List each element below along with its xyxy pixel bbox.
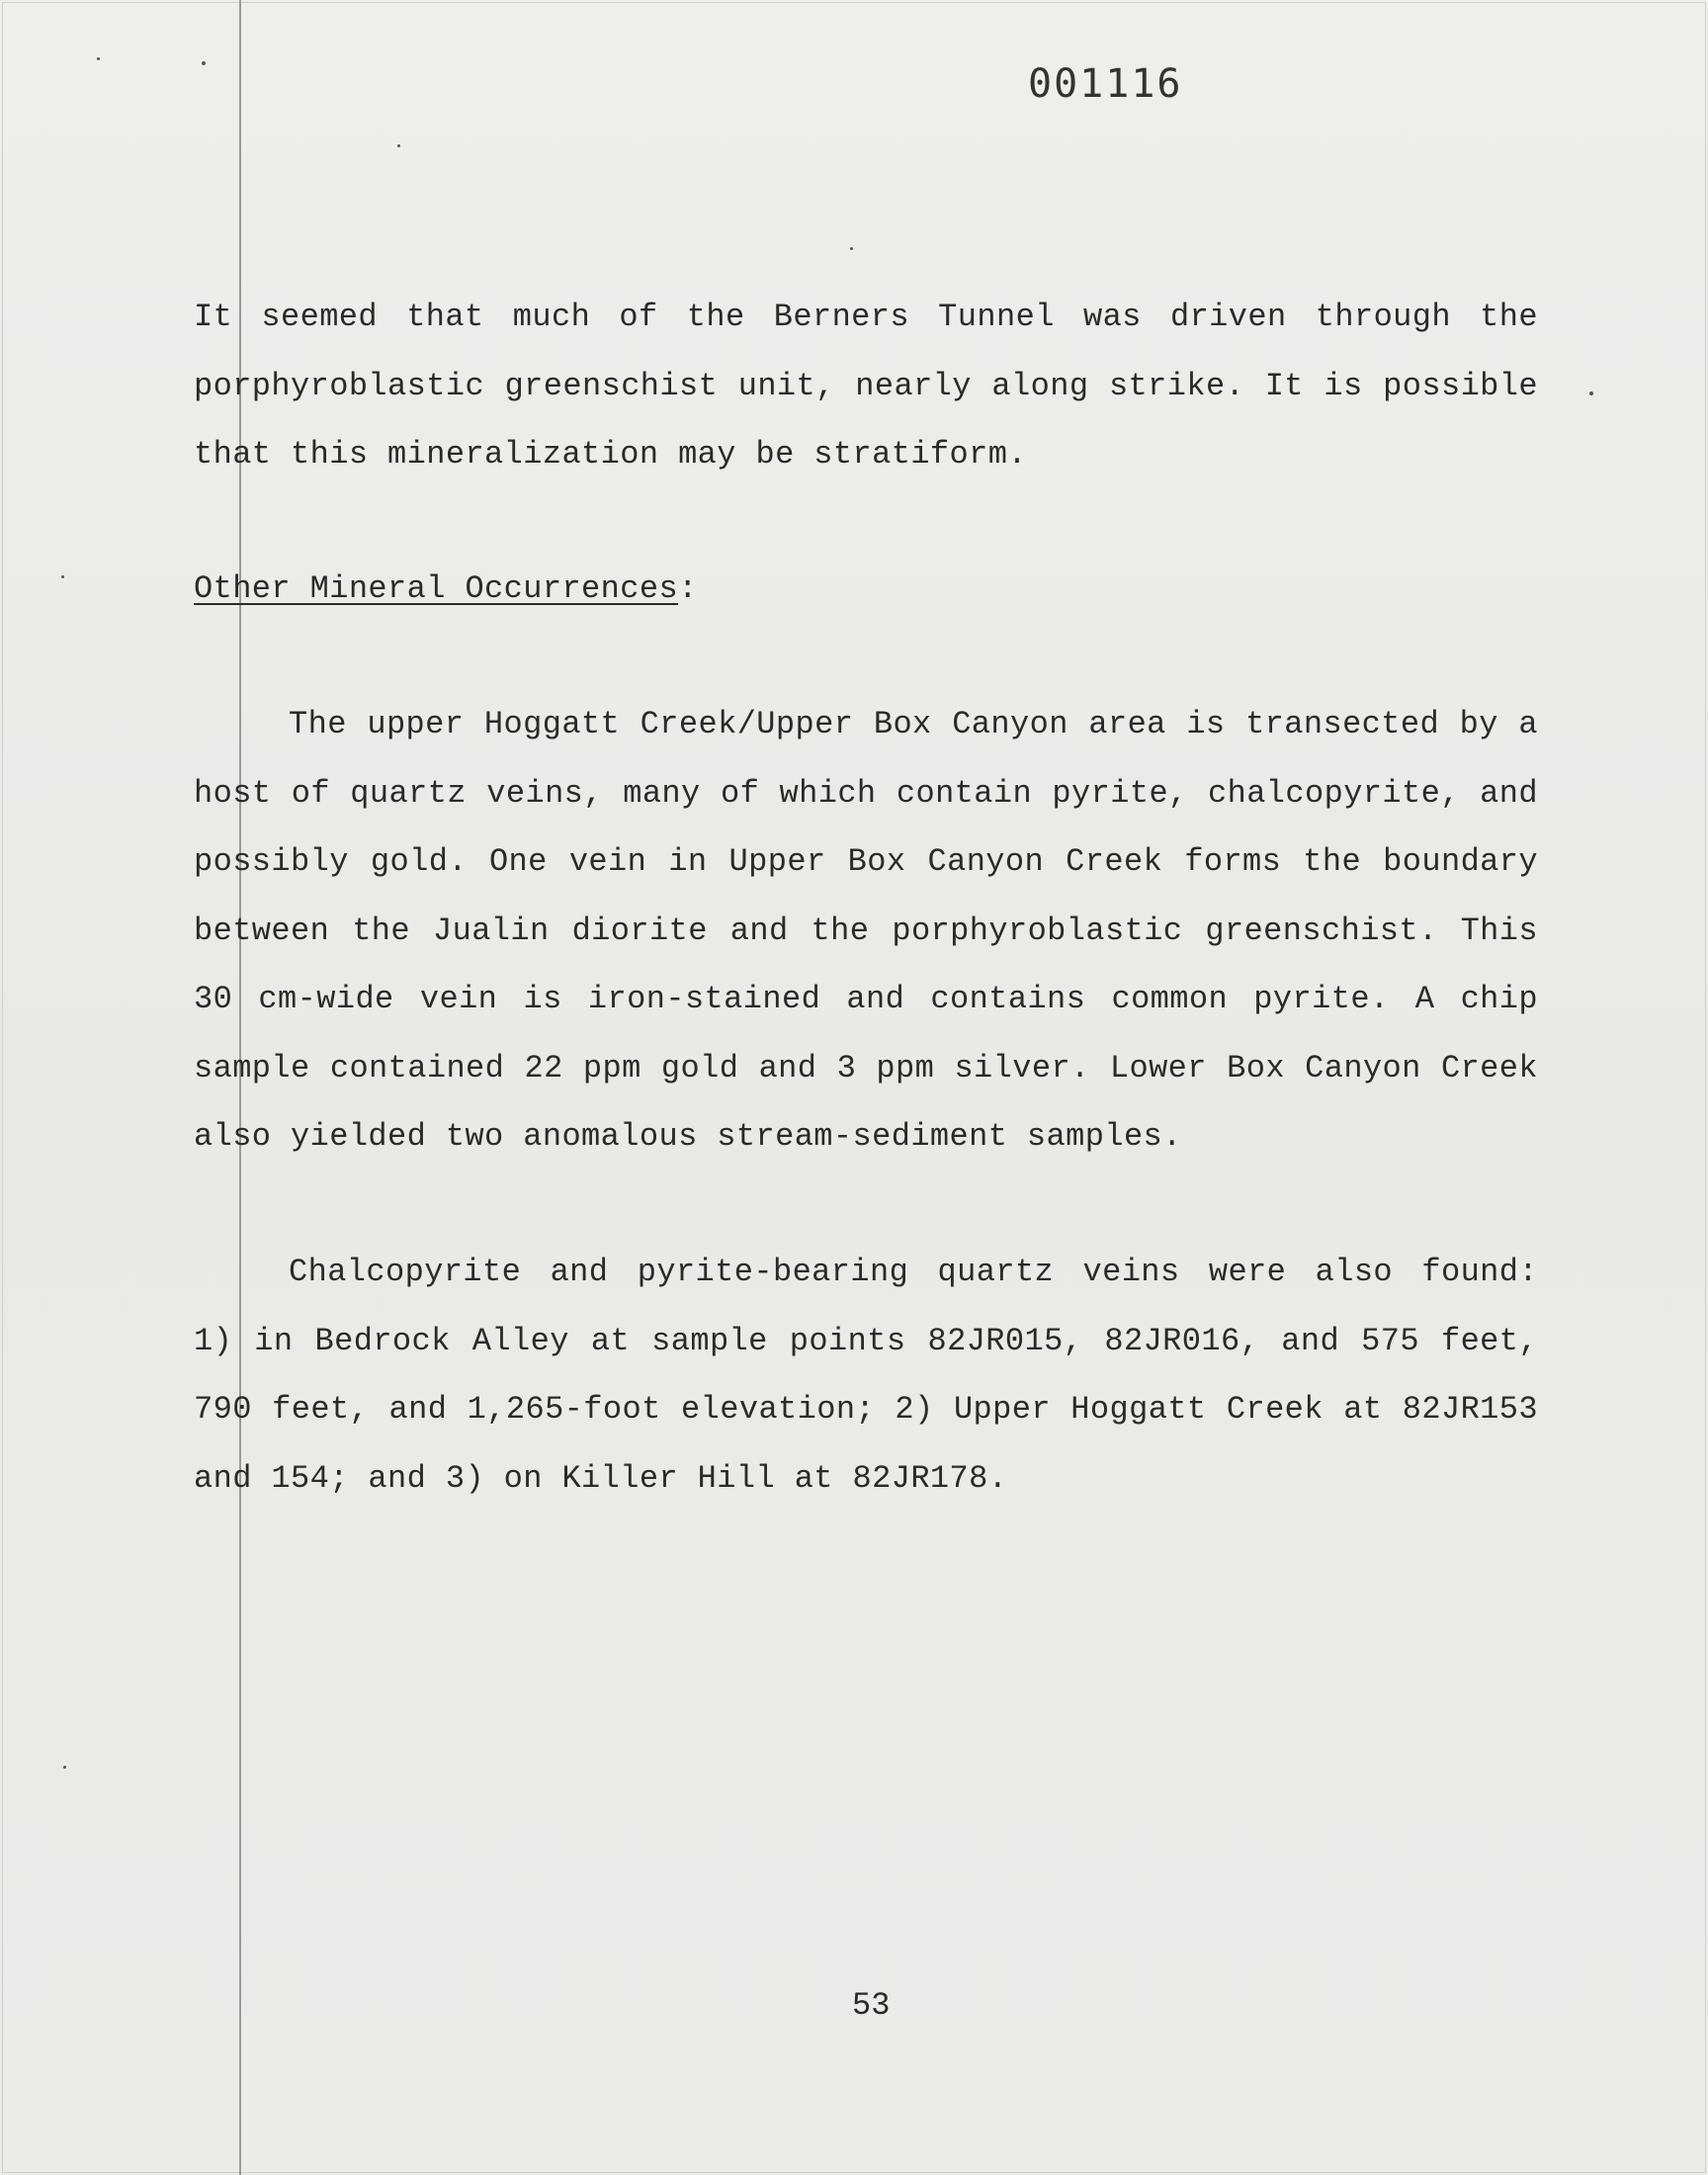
paragraph-line: 1) in Bedrock Alley at sample points 82JR015, 82JR016, and 575 feet, <box>194 1322 1538 1359</box>
section-heading-colon: : <box>678 570 698 607</box>
paragraph-line: Chalcopyrite and pyrite-bearing quartz veins were also found: <box>289 1254 1538 1290</box>
paragraph-line: 30 cm-wide vein is iron-stained and contains common pyrite. A chip <box>194 981 1538 1017</box>
paragraph-line: porphyroblastic greenschist unit, nearly along strike. It is possible <box>194 367 1538 404</box>
paragraph-line: sample contained 22 ppm gold and 3 ppm silver. Lower Box Canyon Creek <box>194 1049 1538 1087</box>
section-heading-text: Other Mineral Occurrences <box>194 570 679 607</box>
paragraph-hoggatt-creek <box>194 690 1538 1172</box>
paragraph-line: It seemed that much of the Berners Tunnel was driven through the <box>194 299 1538 335</box>
paragraph-line: that this mineralization may be stratiform. <box>194 436 1027 473</box>
paragraph-tunnel <box>194 283 1538 489</box>
scan-speck <box>61 575 64 578</box>
paragraph-line: 790 feet, and 1,265-foot elevation; 2) Upper Hoggatt Creek at 82JR153 <box>194 1391 1538 1428</box>
page-number: 53 <box>852 1987 891 2024</box>
scan-speck <box>202 61 206 65</box>
paragraph-line: host of quartz veins, many of which contain pyrite, chalcopyrite, and <box>194 774 1538 812</box>
scan-speck <box>1589 392 1593 395</box>
paragraph-line: also yielded two anomalous stream-sediment samples. <box>194 1118 1182 1155</box>
paragraph-line: and 154; and 3) on Killer Hill at 82JR178. <box>194 1459 1008 1497</box>
paragraph-line: possibly gold. One vein in Upper Box Canyon Creek forms the boundary <box>194 843 1538 880</box>
scan-speck <box>63 1766 66 1769</box>
paragraph-line: between the Jualin diorite and the porphyroblastic greenschist. This <box>194 912 1538 949</box>
section-heading <box>194 564 698 615</box>
scan-speck <box>97 57 100 60</box>
document-number: 001116 <box>1028 61 1183 107</box>
scan-speck <box>850 247 853 250</box>
paragraph-quartz-veins <box>194 1238 1538 1513</box>
paragraph-line: The upper Hoggatt Creek/Upper Box Canyon area is transected by a <box>289 706 1538 742</box>
scan-speck <box>397 144 400 147</box>
